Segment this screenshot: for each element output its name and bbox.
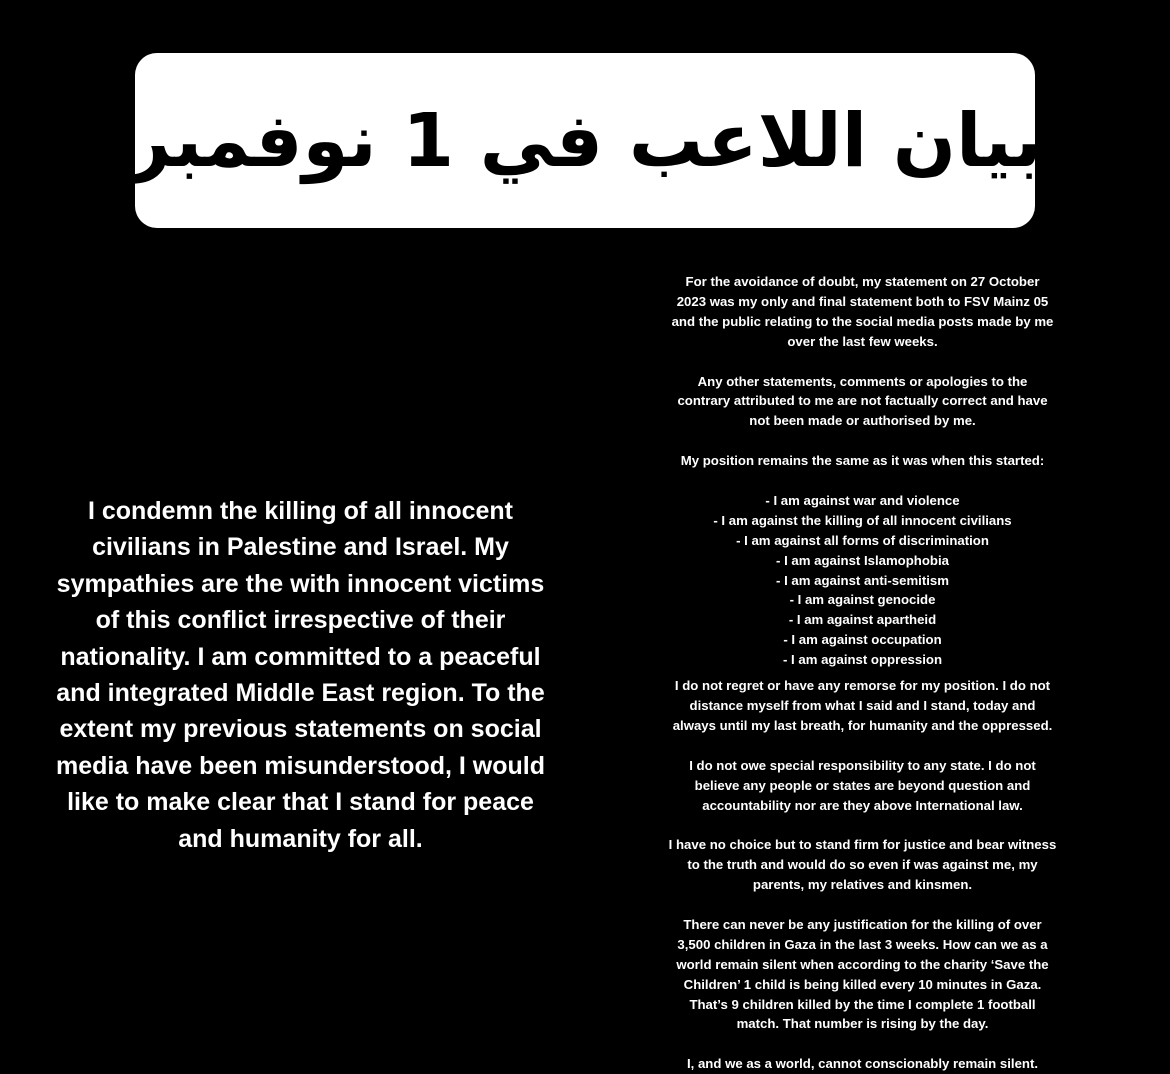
paragraph-gap [620, 352, 1105, 372]
paragraph-final-statement [620, 272, 1105, 352]
title-arabic: بيان اللاعب في 1 نوفمبر [128, 97, 1042, 184]
paragraph-line: For the avoidance of doubt, my statement on 27 October [685, 274, 1040, 289]
paragraph-gap [620, 895, 1105, 915]
paragraph-stand-firm [620, 835, 1105, 895]
left-statement-line: I condemn the killing of all innocent [87, 497, 514, 525]
left-statement-line: like to make clear that I stand for peace [67, 788, 534, 817]
position-item: - I am against anti-semitism [776, 572, 949, 588]
position-item: - I am against all forms of discrimination [736, 532, 989, 548]
paragraph-gap [620, 471, 1105, 491]
paragraph-gap [620, 815, 1105, 835]
paragraph-line: distance myself from what I said and I stand, today and [689, 697, 1036, 713]
left-statement-line: nationality. I am committed to a peaceful [60, 642, 541, 671]
paragraph-line: match. That number is rising by the day. [736, 1016, 989, 1032]
left-statement-line: and humanity for all. [178, 824, 423, 853]
paragraph-gap [620, 736, 1105, 756]
paragraph-line: and the public relating to the social media posts made by me [671, 313, 1054, 329]
paragraph-line: world remain silent when according to the charity ‘Save the [676, 956, 1049, 972]
left-statement-line: civilians in Palestine and Israel. My [92, 533, 509, 562]
title-banner [128, 53, 1042, 228]
paragraph-line: My position remains the same as it was when this started: [680, 453, 1045, 469]
paragraph-gap [620, 1034, 1105, 1054]
position-item: - I am against war and violence [765, 492, 960, 508]
paragraph-line: parents, my relatives and kinsmen. [752, 877, 973, 893]
paragraph-gap [620, 431, 1105, 451]
paragraph-line: Children’ 1 child is being killed every 10 minutes in Gaza. [683, 976, 1042, 992]
position-item: - I am against the killing of all innocent civilians [713, 512, 1012, 528]
paragraph-line: contrary attributed to me are not factually correct and have [677, 393, 1048, 409]
position-item: - I am against apartheid [788, 612, 937, 628]
paragraph-line: 3,500 children in Gaza in the last 3 weeks. How can we as a [677, 936, 1048, 952]
paragraph-line: 2023 was my only and final statement both to FSV Mainz 05 [676, 293, 1049, 309]
left-statement-line: extent my previous statements on social [59, 715, 542, 744]
paragraph-line: I have no choice but to stand firm for justice and bear witness [668, 837, 1057, 853]
paragraph-line: I do not owe special responsibility to any state. I do not [689, 757, 1036, 773]
position-item: - I am against occupation [783, 632, 942, 648]
paragraph-position-intro [620, 451, 1105, 471]
paragraph-line: I do not regret or have any remorse for my position. I do not [674, 678, 1051, 694]
paragraph-line: That’s 9 children killed by the time I complete 1 football [689, 996, 1036, 1012]
left-statement-line: media have been misunderstood, I would [56, 751, 545, 780]
position-item: - I am against Islamophobia [776, 552, 949, 568]
position-list [620, 491, 1105, 670]
left-statement-line: sympathies are the with innocent victims [56, 569, 545, 598]
paragraph-line: Any other statements, comments or apologies to the [697, 373, 1028, 389]
paragraph-children-gaza [620, 915, 1105, 1034]
left-statement-line: and integrated Middle East region. To the [56, 679, 545, 708]
paragraph-responsibility [620, 756, 1105, 816]
paragraph-no-regret [620, 676, 1105, 736]
paragraph-cannot-remain-silent [620, 1054, 1105, 1074]
left-statement [18, 493, 583, 857]
paragraph-line: always until my last breath, for humanity and the oppressed. [672, 717, 1053, 733]
paragraph-line: over the last few weeks. [787, 333, 938, 349]
right-statement [620, 272, 1105, 1074]
paragraph-other-statements [620, 372, 1105, 432]
position-item: - I am against genocide [789, 592, 936, 608]
paragraph-line: not been made or authorised by me. [749, 413, 976, 429]
left-statement-line: of this conflict irrespective of their [95, 606, 506, 635]
paragraph-line: believe any people or states are beyond question and [694, 777, 1031, 793]
paragraph-line: There can never be any justification for the killing of over [683, 916, 1042, 932]
position-item: - I am against oppression [782, 652, 943, 668]
paragraph-line: accountability nor are they above International law. [702, 797, 1023, 813]
paragraph-line: I, and we as a world, cannot conscionably remain silent. [686, 1056, 1039, 1072]
paragraph-line: to the truth and would do so even if was against me, my [687, 857, 1038, 873]
